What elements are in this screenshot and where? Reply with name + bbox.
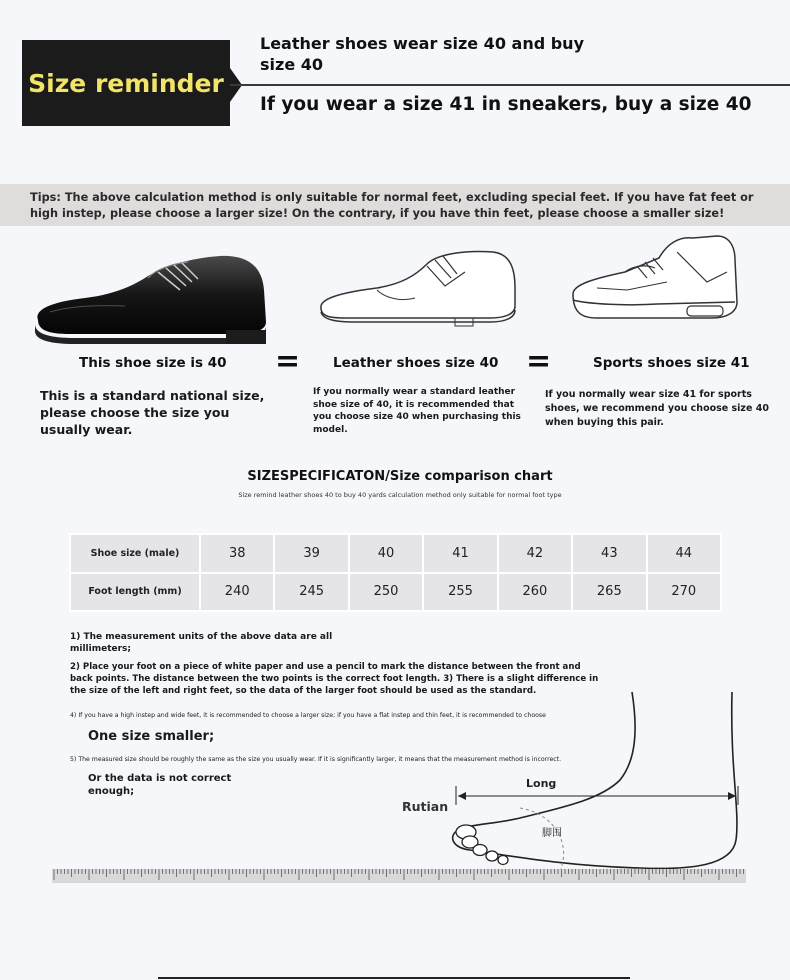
note-2-3: 2) Place your foot on a piece of white paper and use a pencil to mark the distance between the front and back points. The distance between the two points is the correct foot length. 3) There is a slight difference in the size of the left and right feet, so the data of the larger foot should be used as the standard. xyxy=(70,662,599,696)
or-data-note: Or the data is not correct enough; xyxy=(88,773,232,797)
size-reminder-badge xyxy=(22,40,230,126)
sports-shoes-size-label: Sports shoes size 41 xyxy=(593,355,750,371)
equals-sign-1: = xyxy=(275,344,301,379)
size-chart-subtitle: Size remind leather shoes 40 to buy 40 yards calculation method only suitable for normal foot type xyxy=(238,491,562,499)
bottom-divider xyxy=(158,977,630,979)
measuring-ruler xyxy=(52,869,746,883)
size-cell: 38 xyxy=(201,535,273,572)
shoe-size-header: Shoe size (male) xyxy=(71,535,199,572)
tips-band: Tips: The above calculation method is only suitable for normal feet, excluding special feet. If you have fat feet or high instep, please choose a larger size! On the contrary, if you have thin feet, please choose a smaller size! xyxy=(0,184,790,226)
sneaker-outline-image xyxy=(567,232,742,332)
leather-shoes-size-label: Leather shoes size 40 xyxy=(333,355,499,371)
length-cell: 255 xyxy=(424,574,496,611)
size-reminder-text: Size reminder xyxy=(28,68,224,98)
one-size-smaller: One size smaller; xyxy=(88,729,215,744)
long-label: Long xyxy=(526,777,557,790)
sports-size-description: If you normally wear size 41 for sports shoes, we recommend you choose size 40 when buying this pair. xyxy=(545,389,769,428)
size-cell: 41 xyxy=(424,535,496,572)
standard-size-description: This is a standard national size, please choose the size you usually wear. xyxy=(40,388,265,437)
header-line-2: If you wear a size 41 in sneakers, buy a size 40 xyxy=(260,94,752,115)
size-cell: 44 xyxy=(648,535,720,572)
size-chart-title: SIZESPECIFICATON/Size comparison chart xyxy=(247,469,553,484)
header-line-1: Leather shoes wear size 40 and buy size 40 xyxy=(260,34,584,74)
size-cell: 40 xyxy=(350,535,422,572)
leather-shoe-outline-image xyxy=(315,248,520,330)
note-5: 5) The measured size should be roughly the same as the size you usually wear. If it is significantly larger, it means that the measurement method is incorrect. xyxy=(70,756,562,763)
leather-size-description: If you normally wear a standard leather shoe size of 40, it is recommended that you choose size 40 when purchasing this model. xyxy=(313,387,521,435)
length-cell: 240 xyxy=(201,574,273,611)
size-cell: 42 xyxy=(499,535,571,572)
foot-length-row xyxy=(71,574,720,611)
note-4: 4) If you have a high instep and wide feet, it is recommended to choose a larger size; if you have a flat instep and thin feet, it is recommended to choose xyxy=(70,712,546,719)
size-comparison-table xyxy=(69,533,722,612)
size-cell: 43 xyxy=(573,535,645,572)
length-cell: 260 xyxy=(499,574,571,611)
foot-girth-mark: 脚围 xyxy=(542,828,562,839)
foot-measurement-diagram xyxy=(440,690,760,875)
note-1: 1) The measurement units of the above data are all millimeters; xyxy=(70,632,333,654)
length-cell: 270 xyxy=(648,574,720,611)
foot-length-header: Foot length (mm) xyxy=(71,574,199,611)
shoe-size-row xyxy=(71,535,720,572)
length-cell: 250 xyxy=(350,574,422,611)
this-shoe-size-label: This shoe size is 40 xyxy=(79,355,227,371)
length-cell: 265 xyxy=(573,574,645,611)
size-cell: 39 xyxy=(275,535,347,572)
rutian-label: Rutian xyxy=(402,799,449,814)
equals-sign-2: = xyxy=(526,344,552,379)
length-cell: 245 xyxy=(275,574,347,611)
header-divider xyxy=(230,84,790,86)
black-leather-shoe-image xyxy=(30,250,270,345)
